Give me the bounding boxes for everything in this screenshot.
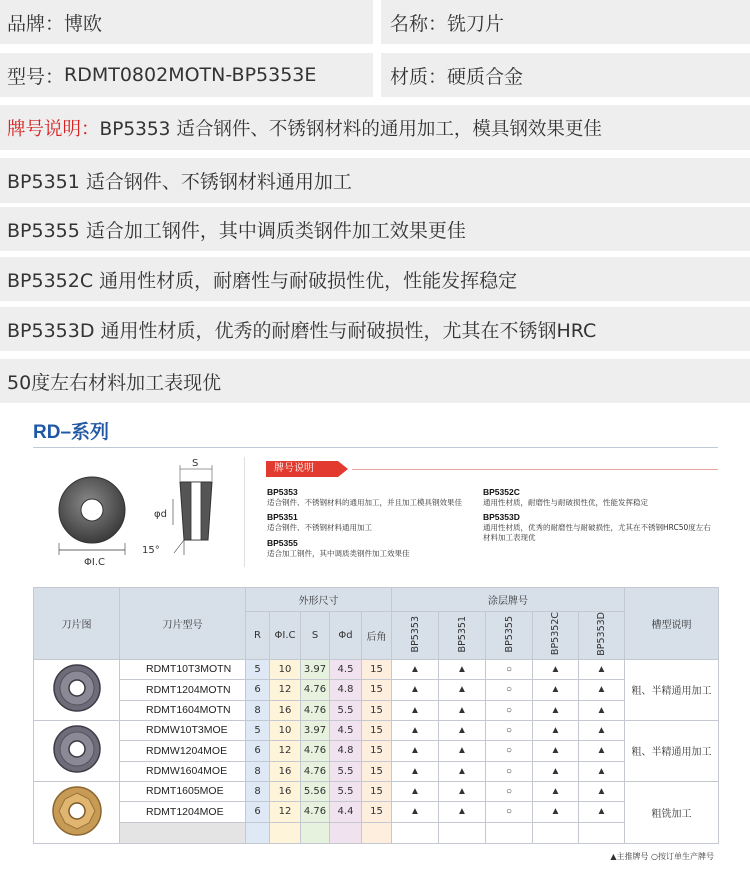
grade-cell: ○ [486, 781, 533, 801]
grade-cell: ▲ [439, 740, 486, 761]
s-cell: 4.76 [301, 801, 330, 822]
grade-cell: ▲ [533, 659, 579, 679]
grade-cell: ▲ [439, 679, 486, 700]
d-cell: 4.4 [330, 801, 362, 822]
grade-cell: ▲ [533, 679, 579, 700]
grade-desc-line-3 [0, 207, 750, 251]
table-row [34, 679, 719, 700]
brand-value: 博欧 [64, 12, 103, 35]
ic-cell: 10 [270, 720, 301, 740]
note-bp5352c: BP5352C 通用性材质，耐磨性与耐破损性优，性能发挥稳定 [483, 487, 648, 507]
name-cell [381, 0, 750, 44]
angle-cell: 15 [362, 740, 392, 761]
material-value: 硬质合金 [447, 65, 524, 88]
ic-cell: 10 [270, 659, 301, 679]
grade-cell: ▲ [392, 679, 439, 700]
model-cell: RDMW1604MOE [120, 761, 246, 781]
series-title: RD–系列 [33, 422, 110, 443]
header-grade-1: BP5353 [392, 612, 439, 660]
grade-cell: ○ [486, 761, 533, 781]
grade-cell: ▲ [439, 781, 486, 801]
grade-cell: ○ [486, 679, 533, 700]
material-cell [381, 53, 750, 97]
table-row [34, 720, 719, 740]
brand-cell [0, 0, 373, 44]
d-cell: 5.5 [330, 781, 362, 801]
table-row [34, 761, 719, 781]
header-d: Φd [330, 612, 362, 660]
grade-cell: ▲ [439, 801, 486, 822]
ic-cell: 12 [270, 740, 301, 761]
grade-cell: ▲ [392, 781, 439, 801]
grade-cell: ○ [486, 720, 533, 740]
model-cell: RDMW10T3MOE [120, 720, 246, 740]
header-angle: 后角 [362, 612, 392, 660]
model-cell: RDMT1605MOE [120, 781, 246, 801]
ic-cell: 16 [270, 781, 301, 801]
insert-photo-icon [49, 721, 105, 777]
model-label: 型号： [7, 65, 65, 88]
name-value: 铣刀片 [447, 12, 505, 35]
grade-desc-text-4: BP5352C 通用性材质，耐磨性与耐破损性优，性能发挥稳定 [7, 269, 518, 292]
grade-cell: ▲ [392, 740, 439, 761]
note-bp5353d: BP5353D 通用性材质，优秀的耐磨性与耐破损性，尤其在不锈钢HRC50度左右 材料加工表现优 [483, 512, 711, 542]
d-cell: 4.5 [330, 659, 362, 679]
grade-cell: ▲ [392, 700, 439, 720]
grade-desc-text-5: BP5353D 通用性材质，优秀的耐磨性与耐破损性，尤其在不锈钢HRC [7, 319, 597, 342]
table-row [34, 781, 719, 801]
grade-cell: ▲ [579, 801, 625, 822]
label-angle: 15° [142, 545, 160, 556]
grade-cell: ▲ [579, 720, 625, 740]
ic-cell: 12 [270, 801, 301, 822]
grade-cell: ▲ [439, 761, 486, 781]
grade-cell: ▲ [579, 761, 625, 781]
header-grade-3: BP5355 [486, 612, 533, 660]
grade-cell: ▲ [439, 720, 486, 740]
grade-cell: ○ [486, 740, 533, 761]
code-tag [266, 461, 352, 477]
d-cell: 4.8 [330, 679, 362, 700]
model-cell [0, 53, 373, 97]
grade-desc-text-6: 50度左右材料加工表现优 [7, 371, 222, 394]
angle-cell: 15 [362, 720, 392, 740]
brand-label: 品牌： [7, 12, 65, 35]
grade-cell: ▲ [392, 761, 439, 781]
grade-desc-label: 牌号说明： [7, 118, 100, 140]
grade-cell: ▲ [533, 700, 579, 720]
material-label: 材质： [390, 65, 448, 88]
insert-diagram [50, 455, 250, 570]
groove-cell: 粗、半精通用加工 [625, 659, 719, 720]
header-coat: 涂层牌号 [392, 588, 625, 612]
series-divider [33, 447, 718, 448]
table-row [34, 801, 719, 822]
r-cell: 6 [246, 740, 270, 761]
grade-cell: ▲ [439, 700, 486, 720]
insert-photo-icon [49, 783, 105, 839]
catalog-panel [0, 407, 750, 876]
table-row-empty [34, 822, 719, 843]
grade-cell: ▲ [392, 801, 439, 822]
s-cell: 5.56 [301, 781, 330, 801]
groove-cell: 粗铣加工 [625, 781, 719, 843]
model-value: RDMT0802MOTN-BP5353E [64, 64, 317, 86]
grade-cell: ○ [486, 801, 533, 822]
label-s: S [192, 458, 199, 469]
angle-cell: 15 [362, 801, 392, 822]
angle-cell: 15 [362, 659, 392, 679]
d-cell: 5.5 [330, 700, 362, 720]
header-groove: 槽型说明 [625, 588, 719, 660]
d-cell: 4.5 [330, 720, 362, 740]
insert-photo-icon [49, 660, 105, 716]
r-cell: 6 [246, 801, 270, 822]
header-grade-2: BP5351 [439, 612, 486, 660]
code-tag-text: 牌号说明 [274, 463, 314, 474]
grade-desc-line-1 [0, 105, 750, 150]
ic-cell: 16 [270, 700, 301, 720]
grade-desc-text-3: BP5355 适合加工钢件，其中调质类钢件加工效果更佳 [7, 219, 466, 242]
model-cell: RDMT1204MOTN [120, 679, 246, 700]
spec-table [33, 587, 719, 844]
header-s: S [301, 612, 330, 660]
model-cell: RDMT1604MOTN [120, 700, 246, 720]
header-model: 刀片型号 [120, 588, 246, 660]
info-row-model-material [0, 53, 750, 97]
grade-desc-line-4 [0, 257, 750, 301]
insert-photo-cell [34, 781, 120, 843]
model-cell: RDMT10T3MOTN [120, 659, 246, 679]
s-cell: 4.76 [301, 679, 330, 700]
grade-cell: ▲ [533, 740, 579, 761]
code-tag-divider [352, 469, 718, 470]
header-pic: 刀片图 [34, 588, 120, 660]
header-grade-4: BP5352C [533, 612, 579, 660]
groove-cell: 粗、半精通用加工 [625, 720, 719, 781]
r-cell: 6 [246, 679, 270, 700]
name-label: 名称： [390, 12, 448, 35]
r-cell: 8 [246, 700, 270, 720]
angle-cell: 15 [362, 700, 392, 720]
label-ic: ΦI.C [84, 557, 105, 568]
d-cell: 5.5 [330, 761, 362, 781]
r-cell: 5 [246, 659, 270, 679]
grade-cell: ▲ [579, 659, 625, 679]
r-cell: 8 [246, 781, 270, 801]
s-cell: 4.76 [301, 700, 330, 720]
header-r: R [246, 612, 270, 660]
model-cell: RDMW1204MOE [120, 740, 246, 761]
header-dims: 外形尺寸 [246, 588, 392, 612]
s-cell: 4.76 [301, 761, 330, 781]
s-cell: 3.97 [301, 720, 330, 740]
grade-desc-text-2: BP5351 适合钢件、不锈钢材料通用加工 [7, 171, 352, 193]
s-cell: 4.76 [301, 740, 330, 761]
angle-cell: 15 [362, 679, 392, 700]
r-cell: 5 [246, 720, 270, 740]
model-cell: RDMT1204MOE [120, 801, 246, 822]
label-d: φd [154, 509, 167, 520]
table-row [34, 740, 719, 761]
grade-cell: ▲ [579, 740, 625, 761]
grade-cell: ▲ [392, 720, 439, 740]
s-cell: 3.97 [301, 659, 330, 679]
grade-cell: ○ [486, 659, 533, 679]
angle-cell: 15 [362, 761, 392, 781]
grade-cell: ▲ [533, 801, 579, 822]
insert-photo-cell [34, 659, 120, 720]
angle-cell: 15 [362, 781, 392, 801]
ic-cell: 16 [270, 761, 301, 781]
grade-cell: ▲ [533, 720, 579, 740]
note-bp5355: BP5355 适合加工钢件，其中调质类钢件加工效果佳 [267, 538, 410, 558]
insert-photo-cell [34, 720, 120, 781]
grade-cell: ▲ [579, 700, 625, 720]
grade-desc-text-1: BP5353 适合钢件、不锈钢材料的通用加工，模具钢效果更佳 [99, 118, 602, 140]
grade-cell: ▲ [439, 659, 486, 679]
header-ic: ΦI.C [270, 612, 301, 660]
ic-cell: 12 [270, 679, 301, 700]
table-row [34, 700, 719, 720]
header-grade-5: BP5353D [579, 612, 625, 660]
grade-cell: ▲ [392, 659, 439, 679]
legend: ▲主推牌号 ○按订单生产牌号 [610, 852, 714, 861]
grade-desc-line-6 [0, 359, 750, 403]
d-cell: 4.8 [330, 740, 362, 761]
grade-cell: ▲ [533, 761, 579, 781]
grade-cell: ○ [486, 700, 533, 720]
grade-cell: ▲ [579, 781, 625, 801]
grade-desc-line-2 [0, 158, 750, 203]
info-row-brand-name [0, 0, 750, 44]
grade-desc-line-5 [0, 307, 750, 351]
diagram-divider [244, 457, 245, 567]
grade-cell: ▲ [533, 781, 579, 801]
grade-cell: ▲ [579, 679, 625, 700]
table-row [34, 659, 719, 679]
note-bp5351: BP5351 适合钢件、不锈钢材料通用加工 [267, 512, 372, 532]
note-bp5353: BP5353 适合钢件、不锈钢材料的通用加工，并且加工模具钢效果佳 [267, 487, 462, 507]
r-cell: 8 [246, 761, 270, 781]
